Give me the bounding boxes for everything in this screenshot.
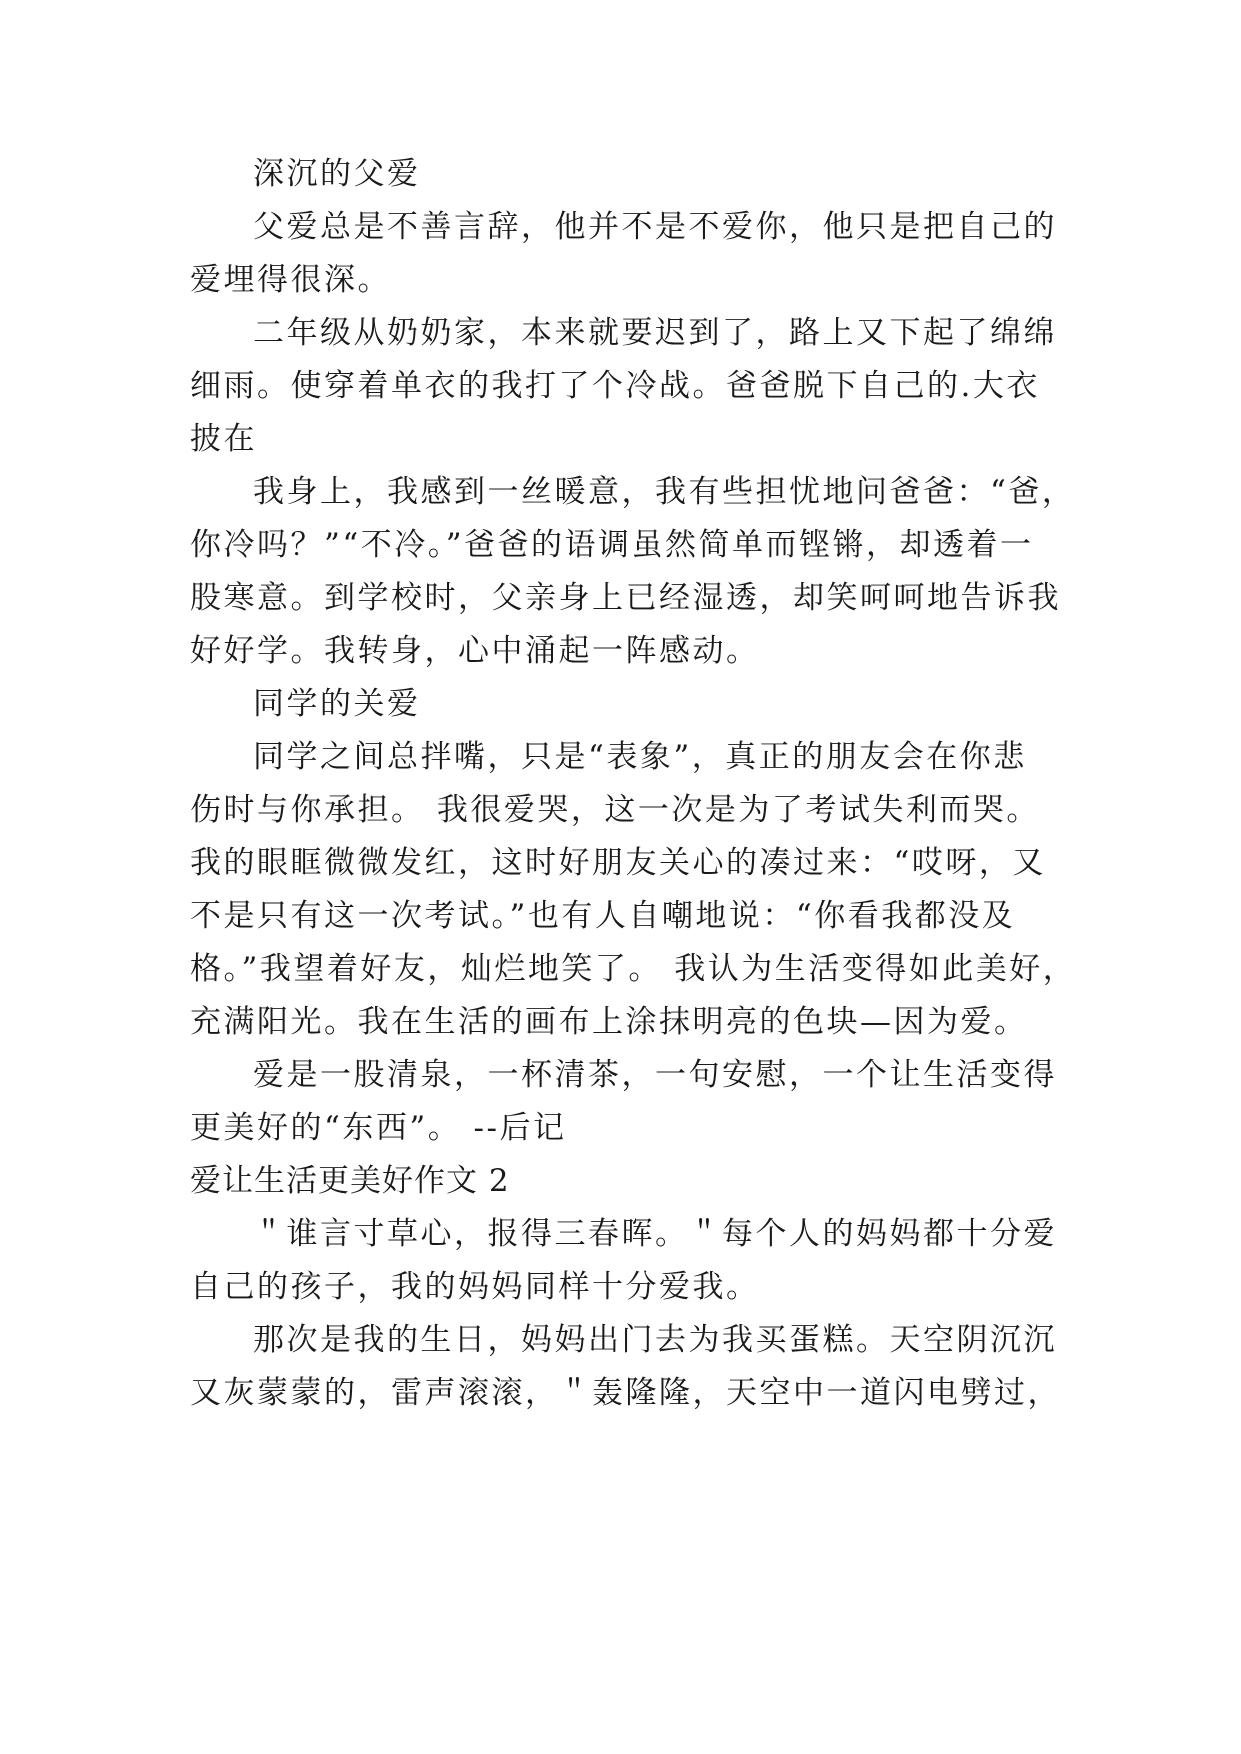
paragraph-line: 那次是我的生日，妈妈出门去为我买蛋糕。天空阴沉沉 <box>253 1322 1057 1358</box>
paragraph-line: 我身上，我感到一丝暖意，我有些担忧地问爸爸：“爸， <box>253 474 1076 510</box>
paragraph-line: 爱是一股清泉，一杯清茶，一句安慰，一个让生活变得 <box>253 1057 1057 1093</box>
paragraph-line: 细雨。使穿着单衣的我打了个冷战。爸爸脱下自己的.大衣 <box>190 368 1040 404</box>
section-heading-fathers-love: 深沉的父爱 <box>253 156 421 192</box>
paragraph-line: 又灰蒙蒙的，雷声滚滚，＂轰隆隆，天空中一道闪电劈过， <box>190 1375 1061 1411</box>
paragraph-line: 更美好的“东西”。 --后记 <box>190 1110 567 1146</box>
paragraph-line: 不是只有这一次考试。”也有人自嘲地说：“你看我都没及 <box>190 898 1016 934</box>
essay-title: 爱让生活更美好作文 2 <box>190 1163 510 1199</box>
paragraph-line: 我的眼眶微微发红，这时好朋友关心的凑过来：“哎呀，又 <box>190 845 1046 881</box>
paragraph-line: 同学之间总拌嘴，只是“表象”，真正的朋友会在你悲 <box>253 739 1027 775</box>
section-heading-classmates-love: 同学的关爱 <box>253 686 421 722</box>
paragraph-line: 二年级从奶奶家，本来就要迟到了，路上又下起了绵绵 <box>253 315 1057 351</box>
paragraph-line: ＂谁言寸草心，报得三春晖。＂每个人的妈妈都十分爱 <box>253 1216 1057 1252</box>
paragraph-line: 好好学。我转身，心中涌起一阵感动。 <box>190 633 760 669</box>
paragraph-line: 伤时与你承担。 我很爱哭，这一次是为了考试失利而哭。 <box>190 792 1040 828</box>
paragraph-line: 格。”我望着好友，灿烂地笑了。 我认为生活变得如此美好， <box>190 951 1077 987</box>
paragraph-line: 披在 <box>190 421 257 457</box>
paragraph-line: 你冷吗？”“不冷。”爸爸的语调虽然简单而铿锵，却透着一 <box>190 527 1034 563</box>
paragraph-line: 爱埋得很深。 <box>190 262 391 298</box>
paragraph-line: 自己的孩子，我的妈妈同样十分爱我。 <box>190 1269 760 1305</box>
paragraph-line: 父爱总是不善言辞，他并不是不爱你，他只是把自己的 <box>253 209 1057 245</box>
paragraph-line: 充满阳光。我在生活的画布上涂抹明亮的色块—因为爱。 <box>190 1004 1028 1040</box>
paragraph-line: 股寒意。到学校时，父亲身上已经湿透，却笑呵呵地告诉我 <box>190 580 1061 616</box>
